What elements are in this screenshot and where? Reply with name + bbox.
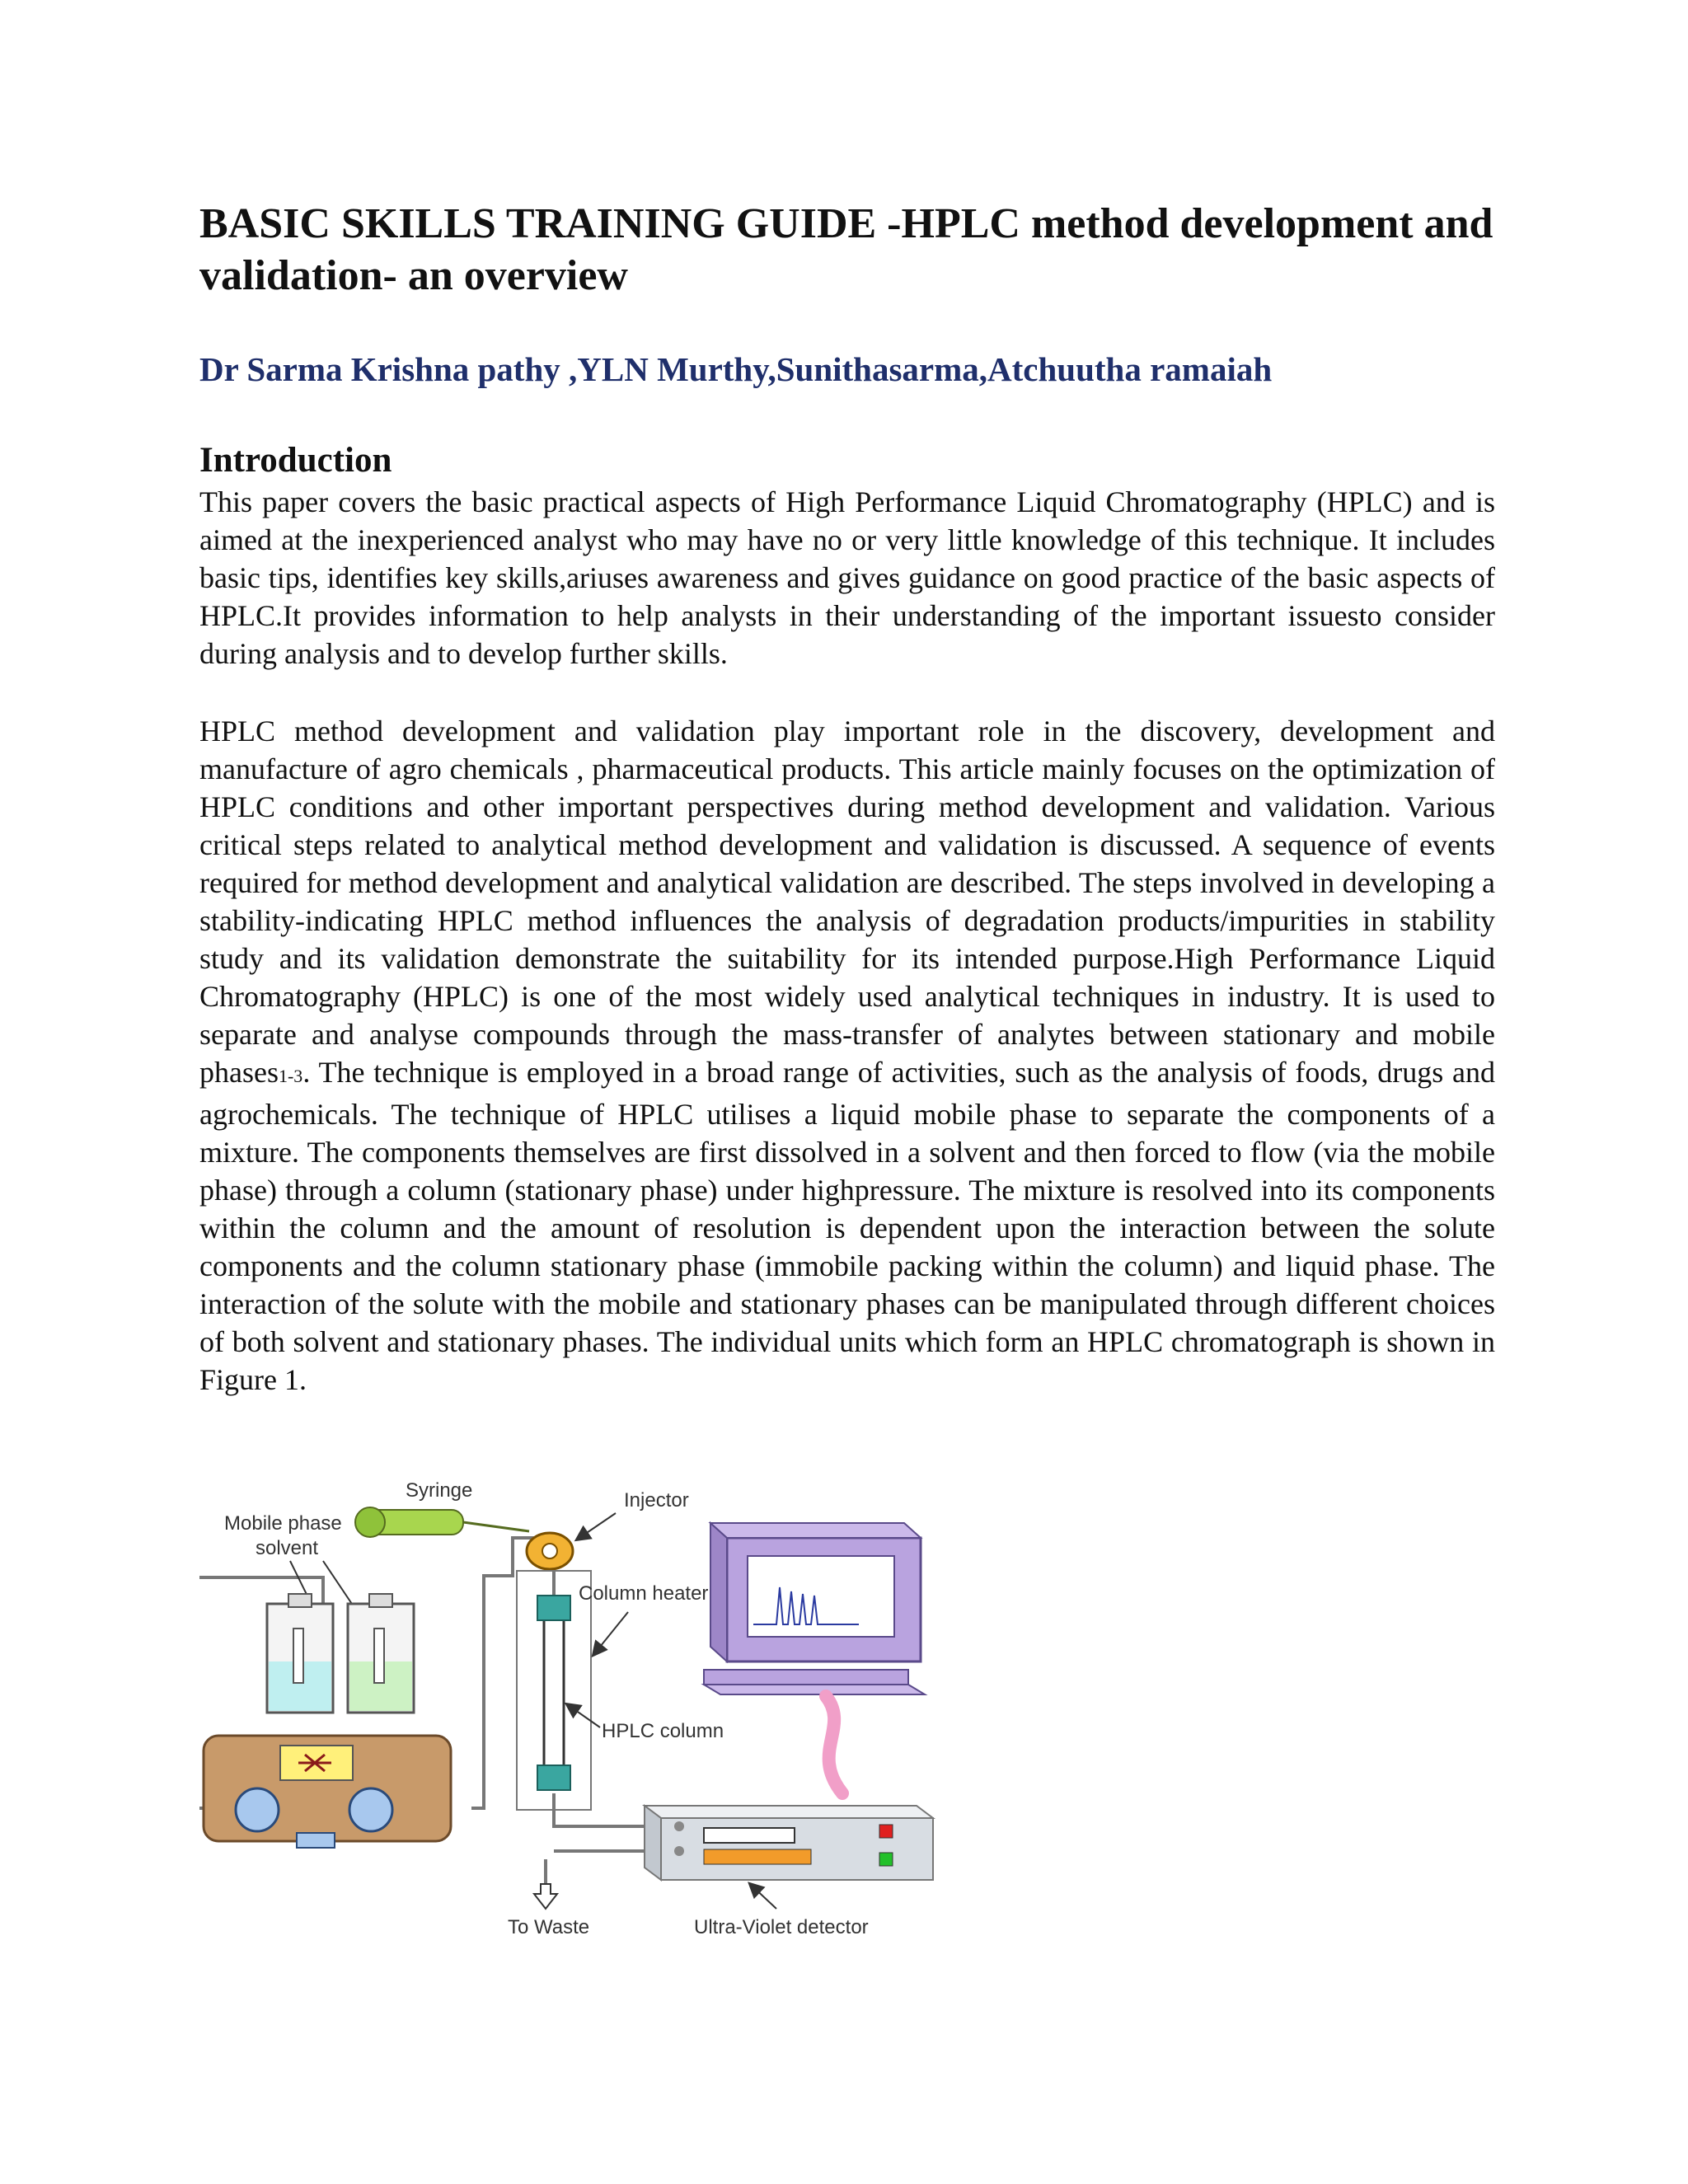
section-heading-introduction: Introduction [199, 441, 392, 480]
injector-icon [527, 1533, 573, 1569]
label-column-heater: Column heater [579, 1582, 709, 1605]
label-to-waste: To Waste [508, 1916, 590, 1938]
label-injector: Injector [624, 1489, 689, 1511]
syringe-icon [355, 1507, 529, 1537]
citation-reference: 1-3 [278, 1066, 303, 1086]
author-list: Dr Sarma Krishna pathy ,YLN Murthy,Sunithasarma,Atchuutha ramaiah [199, 350, 1273, 388]
label-uv-detector: Ultra-Violet detector [694, 1916, 869, 1938]
intro-paragraph-2 [199, 712, 1495, 1399]
solvent-bottle-green [348, 1594, 414, 1713]
uv-detector-icon [645, 1806, 933, 1880]
paragraph-2-text-b: . The technique is employed in a broad range of activities, such as the analysis of foods, drugs and agrochemicals. The technique of HPLC utilises a liquid mobile phase to separate the components of a mixture. The components themselves are first dissolved in a solvent and then forced to flow (via the mobile phase) through a column (stationary phase) under highpressure. The mixture is resolved into its components within the column and the amount of resolution is dependent upon the interaction between the solute components and the column stationary phase (immobile packing within the column) and liquid phase. The interaction of the solute with the mobile and stationary phases can be manipulated through different choices of both solvent and stationary phases. The individual units which form an HPLC chromatograph is shown in Figure 1. [199, 1056, 1495, 1396]
waste-arrow-icon [534, 1884, 557, 1909]
solvent-bottle-blue [267, 1594, 333, 1713]
intro-paragraph-1: This paper covers the basic practical aspects of High Performance Liquid Chromatography (HPLC) and is aimed at the inexperienced analyst who may have no or very little knowledge of this technique. It includes basic tips, identifies key skills,ariuses awareness and gives guidance on good practice of the basic aspects of HPLC.It provides information to help analysts in their understanding of the important issuesto consider during analysis and to develop further skills. [199, 485, 1495, 670]
label-mobile-phase-line1: Mobile phase [224, 1512, 342, 1535]
label-syringe: Syringe [406, 1479, 473, 1502]
pump-unit [204, 1736, 451, 1848]
hplc-column-icon [537, 1596, 570, 1790]
hplc-diagram [199, 1472, 948, 1938]
monitor-cable [826, 1696, 842, 1793]
paper-title: BASIC SKILLS TRAINING GUIDE -HPLC method development and validation- an overview [199, 200, 1493, 299]
label-hplc-column: HPLC column [602, 1720, 724, 1742]
computer-monitor-icon [704, 1523, 925, 1694]
label-mobile-phase-line2: solvent [256, 1537, 319, 1559]
paragraph-2-text-a: HPLC method development and validation play important role in the discovery, development and manufacture of agro chemicals , pharmaceutical products. This article mainly focuses on the optimization of HPLC conditions and other important perspectives during method development and validation. Various critical steps related to analytical method development and validation is discussed. A sequence of events required for method development and analytical validation are described. The steps involved in developing a stability-indicating HPLC method influences the analysis of degradation products/impurities in stability study and its validation demonstrate the suitability for its intended purpose.High Performance Liquid Chromatography (HPLC) is one of the most widely used analytical techniques in industry. It is used to separate and analyse compounds through the mass-transfer of analytes between stationary and mobile phases [199, 715, 1495, 1089]
figure-hplc-schematic [199, 1472, 948, 1938]
